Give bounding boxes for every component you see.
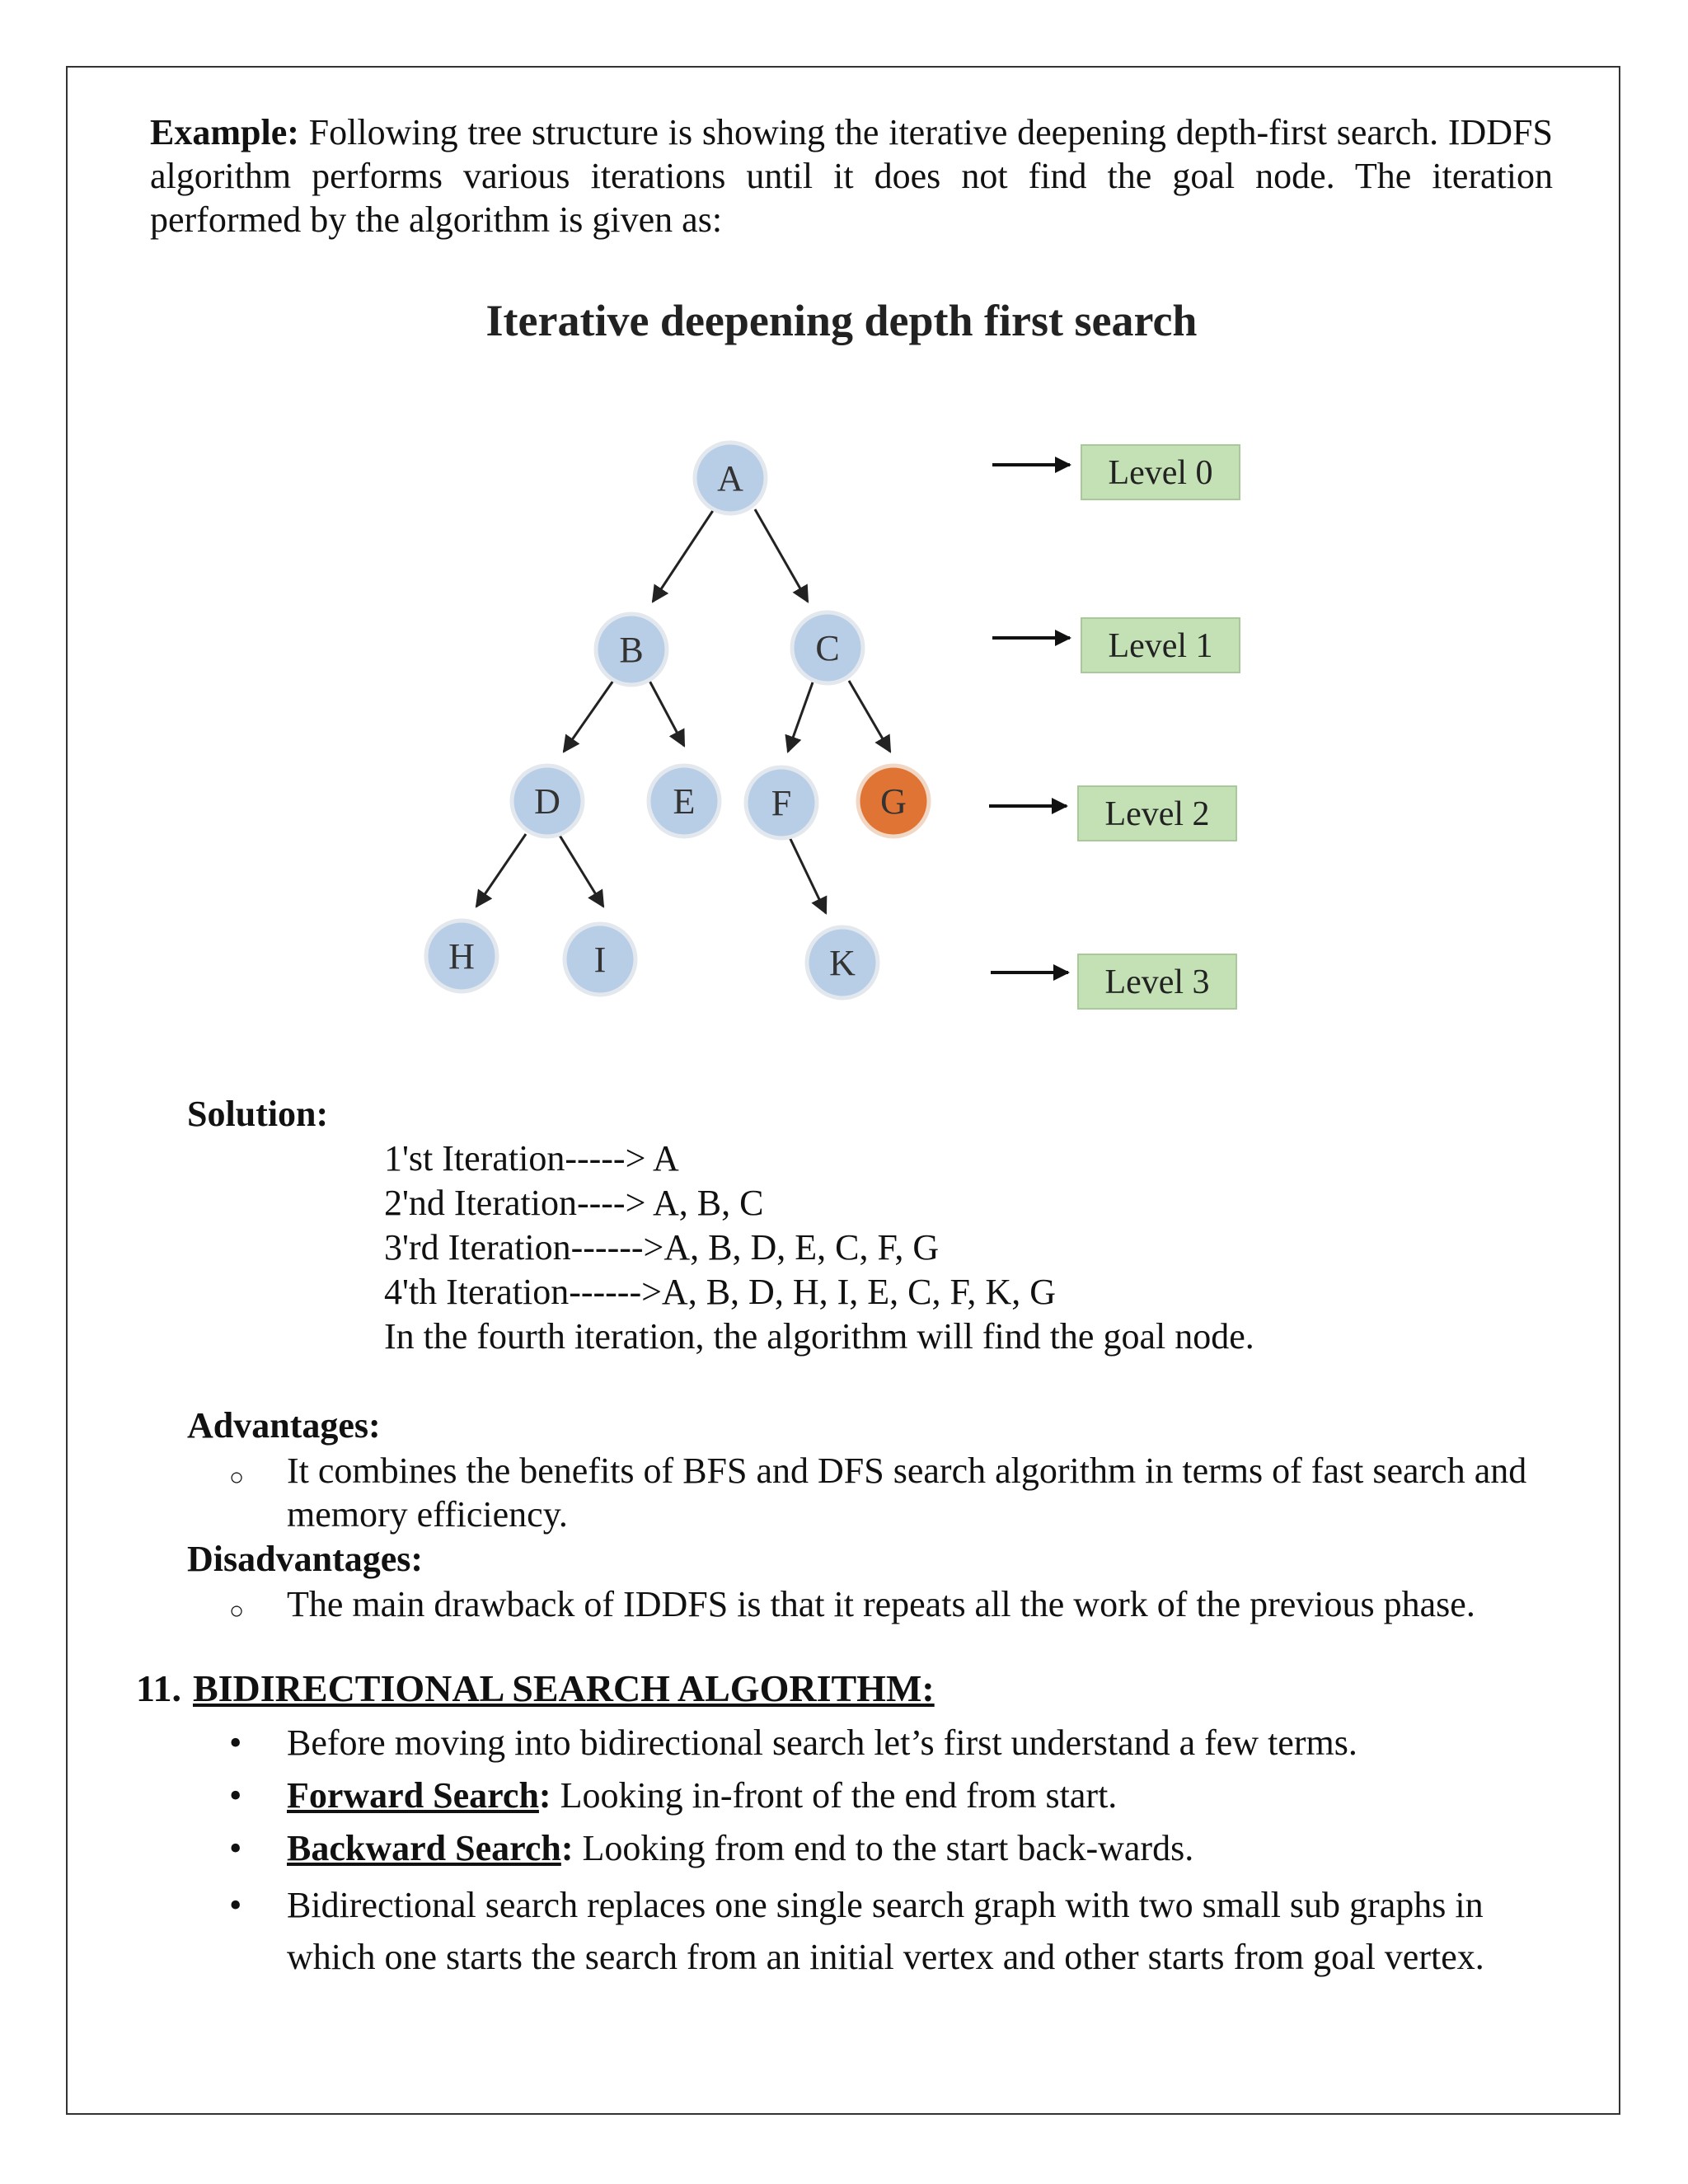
svg-text:A: A	[717, 458, 743, 499]
iteration-line-3: 3'rd Iteration------>A, B, D, E, C, F, G	[384, 1227, 940, 1268]
level-label-3	[1078, 954, 1236, 1009]
node-a	[695, 443, 766, 513]
svg-text:H: H	[448, 936, 475, 977]
section-bullet-3: • Backward Search: Looking from end to the start back-wards.	[229, 1828, 1194, 1868]
section-number: 11.	[136, 1667, 181, 1709]
svg-text:Level 2: Level 2	[1104, 795, 1210, 833]
node-f	[746, 767, 817, 838]
edge-c-g	[849, 681, 890, 752]
disadvantage-item: ○ The main drawback of IDDFS is that it repeats all the work of the previous phase.	[231, 1582, 1558, 1629]
svg-text:E: E	[673, 781, 696, 822]
node-i	[565, 924, 635, 995]
intro-text: Following tree structure is showing the iterative deepening depth-first search. IDDFS algorithm performs various iterations until it does not find the goal node. The iteration performed by the algorithm is given as:	[150, 112, 1553, 240]
diagram-title: Iterative deepening depth first search	[485, 296, 1198, 345]
dot-bullet-icon: •	[229, 1775, 242, 1816]
advantages-heading: Advantages:	[187, 1405, 381, 1446]
svg-text:Level 0: Level 0	[1108, 454, 1213, 492]
node-e	[649, 766, 720, 837]
svg-text:Level 3: Level 3	[1104, 963, 1210, 1001]
level-label-1	[1081, 618, 1240, 673]
edge-d-i	[559, 834, 603, 907]
intro-label: Example:	[150, 112, 299, 152]
iteration-line-1: 1'st Iteration-----> A	[384, 1138, 679, 1179]
iteration-line-2: 2'nd Iteration----> A, B, C	[384, 1183, 764, 1223]
node-h	[426, 921, 497, 991]
edge-a-c	[755, 509, 808, 602]
node-g-goal	[858, 766, 929, 837]
circle-bullet-icon: ○	[229, 1464, 245, 1491]
edge-a-b	[653, 509, 714, 602]
level-label-2	[1078, 786, 1236, 841]
section-bullet-4: • Bidirectional search replaces one single search graph with two small sub graphs in which one starts the search from an initial vertex and other starts from goal vertex.	[231, 1879, 1558, 2036]
edge-b-d	[564, 681, 613, 752]
node-k	[807, 927, 878, 998]
dot-bullet-icon: •	[229, 1885, 242, 1925]
disadvantages-heading: Disadvantages:	[187, 1539, 424, 1579]
svg-text:D: D	[534, 781, 560, 822]
edge-b-e	[649, 681, 684, 746]
svg-text:B: B	[619, 630, 644, 670]
svg-text:K: K	[829, 943, 856, 983]
backward-search-term: Backward Search	[287, 1828, 561, 1868]
solution-heading: Solution:	[187, 1094, 329, 1134]
section-bullet-2: • Forward Search: Looking in-front of the end from start.	[229, 1775, 1118, 1816]
iddfs-tree-diagram	[0, 0, 1688, 1071]
edge-f-k	[790, 837, 826, 913]
edge-d-h	[476, 834, 526, 907]
edge-c-f	[788, 682, 813, 752]
svg-text:G: G	[880, 781, 907, 822]
node-c	[792, 612, 863, 683]
section-heading	[136, 1666, 935, 1710]
section-bullet-1: • Before moving into bidirectional search let’s first understand a few terms.	[229, 1722, 1357, 1763]
forward-search-term: Forward Search	[287, 1775, 539, 1816]
svg-text:I: I	[593, 940, 607, 980]
advantage-item: ○ It combines the benefits of BFS and DFS search algorithm in terms of fast search and memory efficiency.	[229, 1451, 1527, 1535]
dot-bullet-icon: •	[229, 1828, 242, 1868]
level-label-0	[1081, 445, 1240, 499]
node-d	[512, 766, 583, 837]
svg-text:Level 1: Level 1	[1108, 627, 1213, 665]
section-title: BIDIRECTIONAL SEARCH ALGORITHM:	[192, 1667, 935, 1709]
svg-text:F: F	[771, 783, 792, 823]
node-b	[596, 614, 667, 685]
dot-bullet-icon: •	[229, 1722, 242, 1763]
svg-text:C: C	[815, 628, 840, 668]
solution-conclusion: In the fourth iteration, the algorithm will find the goal node.	[384, 1316, 1254, 1357]
iteration-line-4: 4'th Iteration------>A, B, D, H, I, E, C, F, K, G	[384, 1272, 1056, 1312]
circle-bullet-icon: ○	[229, 1597, 245, 1624]
